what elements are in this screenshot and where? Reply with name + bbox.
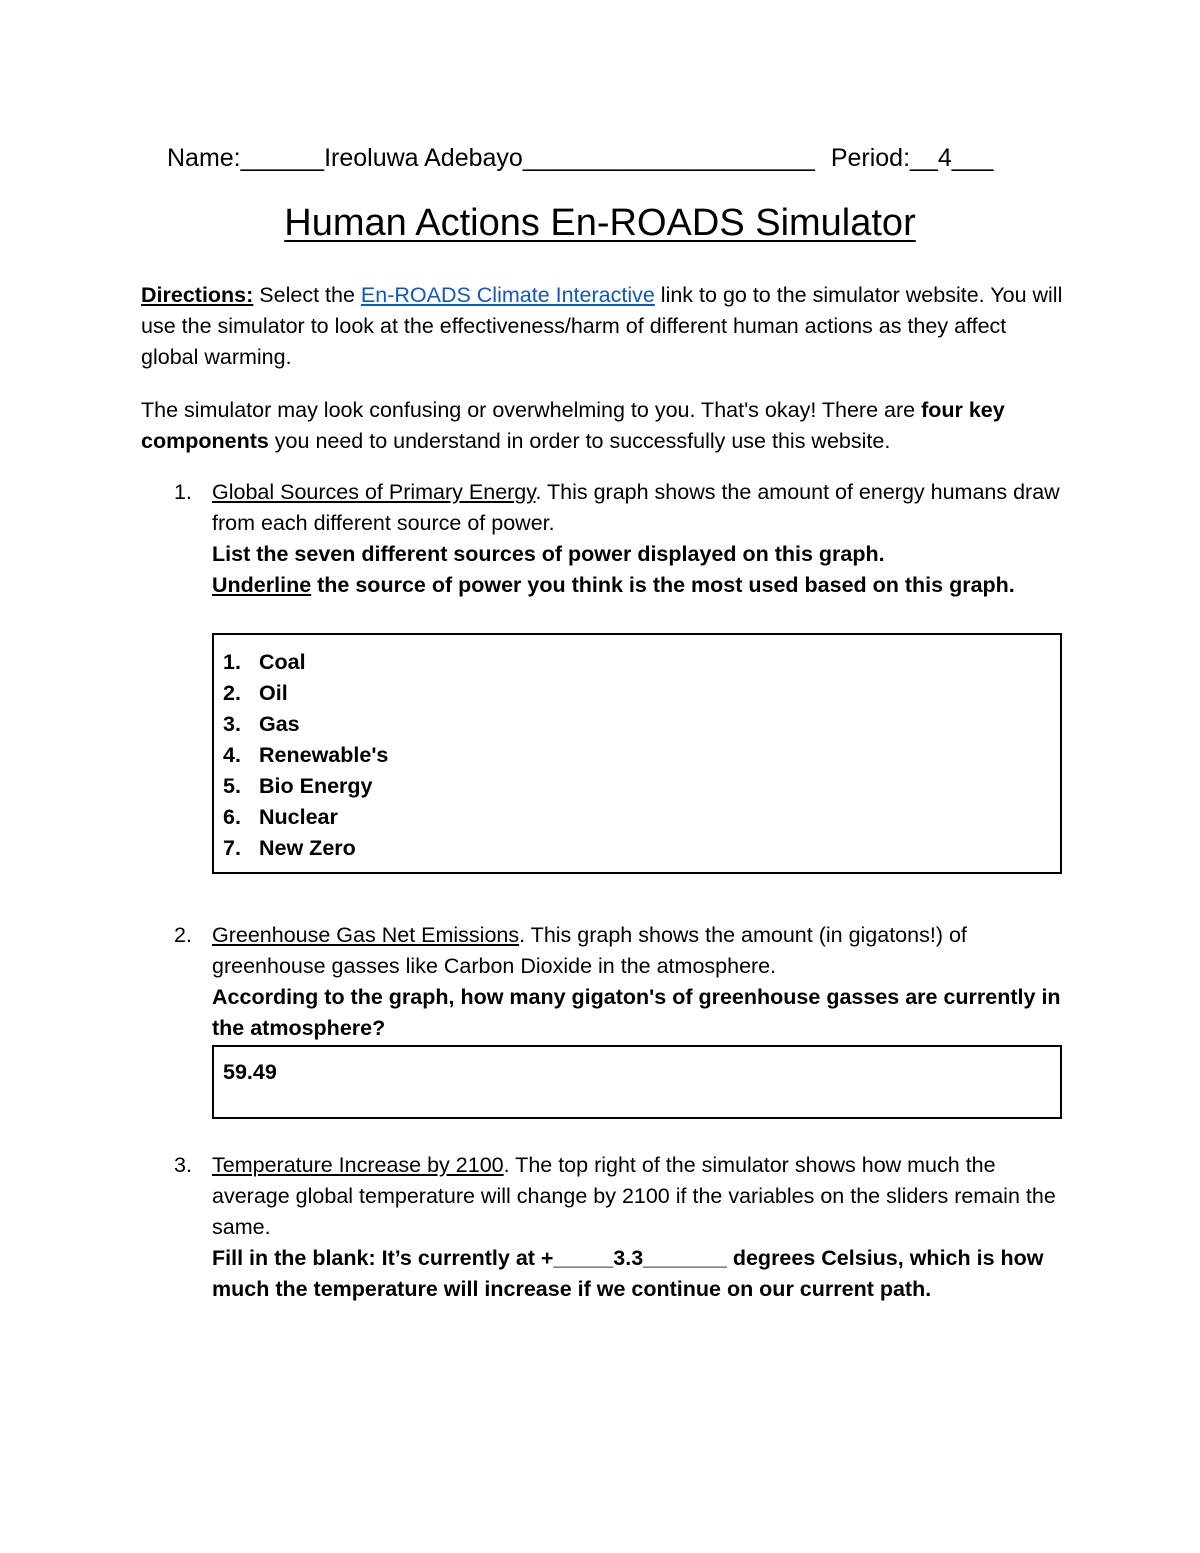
answer-box-1[interactable] (212, 633, 1062, 874)
intro-text-b: you need to understand in order to successfully use this website. (268, 429, 891, 453)
section-2-question: According to the graph, how many gigaton's of greenhouse gasses are currently in the atmosphere? (212, 985, 1061, 1040)
list-item: 1. Coal (223, 650, 306, 674)
directions-label: Directions: (141, 283, 254, 307)
answer-box-2[interactable] (212, 1045, 1062, 1119)
list-item: 2. Oil (223, 681, 288, 705)
section-1-question: List the seven different sources of power displayed on this graph. (212, 542, 885, 566)
name-period-line (167, 139, 993, 177)
temperature-answer[interactable]: 3.3 (613, 1246, 644, 1270)
list-item: 6. Nuclear (223, 805, 338, 829)
list-item: 4. Renewable's (223, 743, 389, 767)
section-1-description: . This graph shows the amount of energy humans draw from each different source of power. (212, 480, 1060, 535)
section-3-question-a: Fill in the blank: It’s currently at +_____ (212, 1246, 614, 1270)
period-label: Period:__ (830, 144, 938, 172)
section-1-question-b: the source of power you think is the most used based on this graph. (311, 573, 1015, 597)
section-2-body (212, 920, 1062, 1044)
directions-text-b: link to go to the simulator website. You will use the simulator to look at the effectiveness/harm of different human actions as they affect global warming. (141, 283, 1063, 369)
student-name: Ireoluwa Adebayo (324, 144, 523, 172)
section-3-description: . The top right of the simulator shows how much the average global temperature will change by 2100 if the variables on the sliders remain the same. (212, 1153, 1056, 1239)
intro-text-a: The simulator may look confusing or overwhelming to you. That's okay! There are (141, 398, 922, 422)
list-item: 7. New Zero (223, 836, 356, 860)
section-2-number: 2. (174, 923, 192, 947)
name-blank: _____________________ (522, 144, 815, 172)
section-1-body (212, 477, 1062, 601)
section-3-question-b: _______ degrees Celsius, which is how much the temperature will increase if we continue on our current path. (212, 1246, 1044, 1301)
section-1-heading: Global Sources of Primary Energy (212, 480, 536, 504)
list-item: 5. Bio Energy (223, 774, 373, 798)
period-value: 4 (937, 144, 952, 172)
intro-bold: four key components (141, 398, 1005, 453)
section-2-description: . This graph shows the amount (in gigatons!) of greenhouse gasses like Carbon Dioxide in the atmosphere. (212, 923, 967, 978)
emissions-answer: 59.49 (223, 1060, 277, 1084)
enroads-link[interactable]: En-ROADS Climate Interactive (360, 283, 655, 307)
section-3-number: 3. (174, 1153, 192, 1177)
name-label: Name:______ (167, 144, 325, 172)
section-1-number: 1. (174, 480, 192, 504)
page-title: Human Actions En-ROADS Simulator (284, 202, 916, 244)
section-3-body (212, 1150, 1062, 1305)
energy-sources-list (214, 635, 1060, 864)
section-1-underline-word: Underline (212, 573, 312, 597)
intro-paragraph (141, 395, 1066, 457)
section-3-heading: Temperature Increase by 2100 (212, 1153, 504, 1177)
period-blank: ___ (951, 144, 994, 172)
directions-paragraph (141, 280, 1066, 373)
list-item: 3. Gas (223, 712, 300, 736)
section-2-heading: Greenhouse Gas Net Emissions (212, 923, 520, 947)
directions-text-a: Select the (253, 283, 361, 307)
